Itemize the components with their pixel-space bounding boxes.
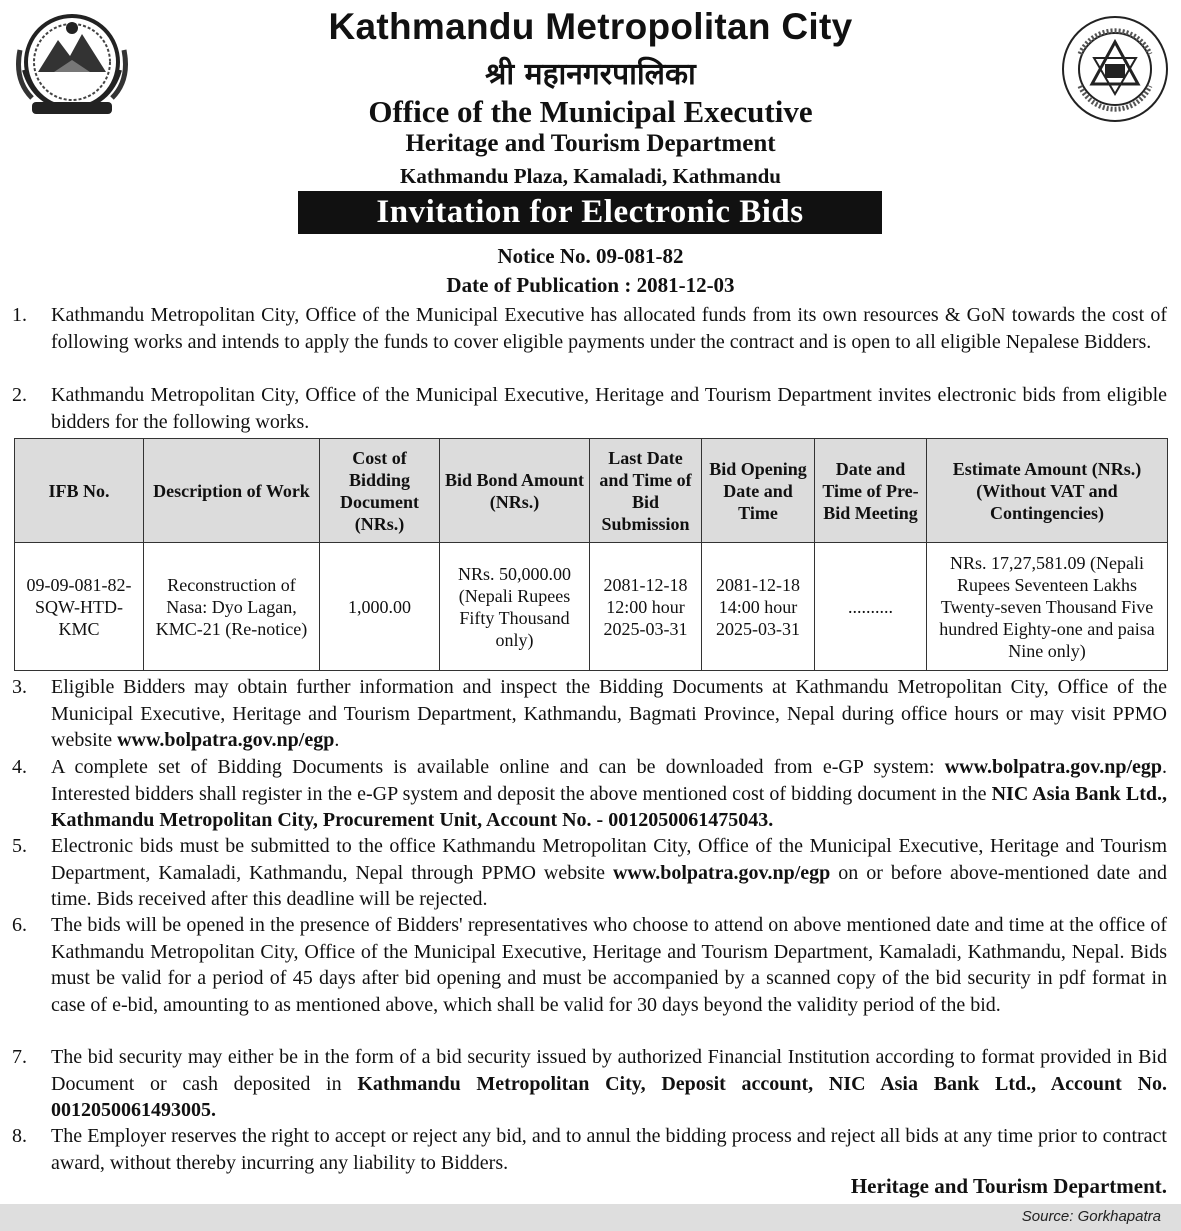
paragraph-4-text: A complete set of Bidding Documents is available online and can be downloaded from e-GP system: (51, 756, 945, 778)
paragraph-3-end: . (334, 729, 340, 751)
paragraph-5-text-2: on or before above-mentioned date and time. Bids received after this deadline will be rejected. (51, 861, 1167, 910)
paragraph-1: Kathmandu Metropolitan City, Office of the Municipal Executive has allocated funds from its own resources & GoN towards the cost of following works and intends to apply the funds to cover eligible payments under the contract and is open to all eligible Nepalese Bidders. (51, 304, 1167, 353)
paragraph-number: 4. (12, 756, 27, 778)
kmc-seal-icon (1060, 14, 1170, 124)
paragraph-4 (51, 754, 1167, 834)
paragraph-3 (51, 674, 1167, 754)
org-name: Kathmandu Metropolitan City (328, 6, 853, 47)
paragraph-number: 1. (12, 304, 27, 326)
paragraph-number: 7. (12, 1046, 27, 1068)
notice-number: Notice No. 09-081-82 (497, 244, 684, 268)
paragraph-7-text: The bid security may either be in the form of a bid security issued by authorized Financial Institution according to format provided in Bid Document or cash deposited in (51, 1046, 1167, 1095)
office-address: Kathmandu Plaza, Kamaladi, Kathmandu (400, 164, 781, 188)
col-header-estimate-amount: Estimate Amount (NRs.) (Without VAT and Contingencies) (927, 439, 1168, 543)
cell-pre-bid-meeting: .......... (815, 543, 927, 671)
signoff-department: Heritage and Tourism Department. (850, 1174, 1167, 1198)
source-bar (0, 1204, 1181, 1231)
paragraph-number: 5. (12, 835, 27, 857)
col-header-document-cost: Cost of Bidding Document (NRs.) (320, 439, 440, 543)
paragraph-2: Kathmandu Metropolitan City, Office of the Municipal Executive, Heritage and Tourism Department invites electronic bids from eligible bidders for the following works. (51, 384, 1167, 433)
table-row (15, 543, 1168, 671)
cell-bid-bond: NRs. 50,000.00 (Nepali Rupees Fifty Thousand only) (440, 543, 590, 671)
paragraph-6: The bids will be opened in the presence of Bidders' representatives who choose to attend on above mentioned date and time at the office of Kathmandu Metropolitan City, Office of the Municipal Executive, Heritage and Tourism Department, Kamaladi, Kathmandu, Nepal. Bids must be valid for a period of 45 days after bid opening and must be accompanied by a scanned copy of the bid security in pdf format in case of e-bid, amounting to as mentioned above, which shall be valid for 30 days beyond the validity period of the bid. (51, 914, 1167, 1016)
paragraph-number: 2. (12, 384, 27, 406)
paragraph-3-text: Eligible Bidders may obtain further information and inspect the Bidding Documents at Kathmandu Metropolitan City, Office of the Municipal Executive, Heritage and Tourism Department, Kathmandu, Bagmati Province, Nepal during office hours or may visit PPMO website (51, 676, 1167, 751)
deposit-account: Kathmandu Metropolitan City, Deposit account, NIC Asia Bank Ltd., Account No. 0012050061493005. (51, 1072, 1168, 1121)
col-header-ifb-no: IFB No. (15, 439, 144, 543)
table-header-row (15, 439, 1168, 543)
source-credit: Source: Gorkhapatra (1021, 1208, 1161, 1225)
paragraph-4-text-2: . Interested bidders shall register in the e-GP system and deposit the above mentioned cost of bidding document in the (51, 756, 1167, 805)
paragraph-number: 8. (12, 1125, 27, 1147)
cell-document-cost: 1,000.00 (320, 543, 440, 671)
office-name: Office of the Municipal Executive (368, 94, 813, 129)
paragraph-8: The Employer reserves the right to accept or reject any bid, and to annul the bidding process and reject all bids at any time prior to contract award, without thereby incurring any liability to Bidders. (51, 1125, 1167, 1174)
paragraph-number: 3. (12, 676, 27, 698)
bid-works-table (14, 438, 1168, 671)
submission-website-link[interactable]: www.bolpatra.gov.np/egp (612, 861, 831, 884)
col-header-bid-bond: Bid Bond Amount (NRs.) (440, 439, 590, 543)
cell-submission-deadline: 2081-12-18 12:00 hour 2025-03-31 (590, 543, 702, 671)
invitation-banner: Invitation for Electronic Bids (298, 191, 882, 234)
egp-website-link[interactable]: www.bolpatra.gov.np/egp (944, 756, 1162, 778)
publication-date: Date of Publication : 2081-12-03 (446, 273, 735, 297)
org-name-nepali: श्री महानगरपालिका (485, 57, 696, 92)
department-name: Heritage and Tourism Department (405, 130, 776, 157)
cell-estimate-amount: NRs. 17,27,581.09 (Nepali Rupees Seventeen Lakhs Twenty-seven Thousand Five hundred Eighty-one and paisa Nine only) (927, 543, 1168, 671)
col-header-bid-opening: Bid Opening Date and Time (702, 439, 815, 543)
paragraph-5-text: Electronic bids must be submitted to the office Kathmandu Metropolitan City, Office of the Municipal Executive, Heritage and Tourism Department, Kamaladi, Kathmandu, Nepal through PPMO website (51, 835, 1167, 884)
cell-description: Reconstruction of Nasa: Dyo Lagan, KMC-21 (Re-notice) (144, 543, 320, 671)
ppmo-website-link[interactable]: www.bolpatra.gov.np/egp (117, 729, 335, 751)
col-header-pre-bid-meeting: Date and Time of Pre-Bid Meeting (815, 439, 927, 543)
col-header-description: Description of Work (144, 439, 320, 543)
cell-ifb-no: 09-09-081-82-SQW-HTD-KMC (15, 543, 144, 671)
procurement-account: NIC Asia Bank Ltd., Kathmandu Metropolitan City, Procurement Unit, Account No. - 0012050061475043. (51, 782, 1167, 831)
paragraph-number: 6. (12, 914, 27, 936)
cell-bid-opening: 2081-12-18 14:00 hour 2025-03-31 (702, 543, 815, 671)
notice-header (0, 0, 1181, 240)
col-header-submission-deadline: Last Date and Time of Bid Submission (590, 439, 702, 543)
paragraph-5 (51, 833, 1167, 913)
paragraph-7 (51, 1044, 1167, 1124)
